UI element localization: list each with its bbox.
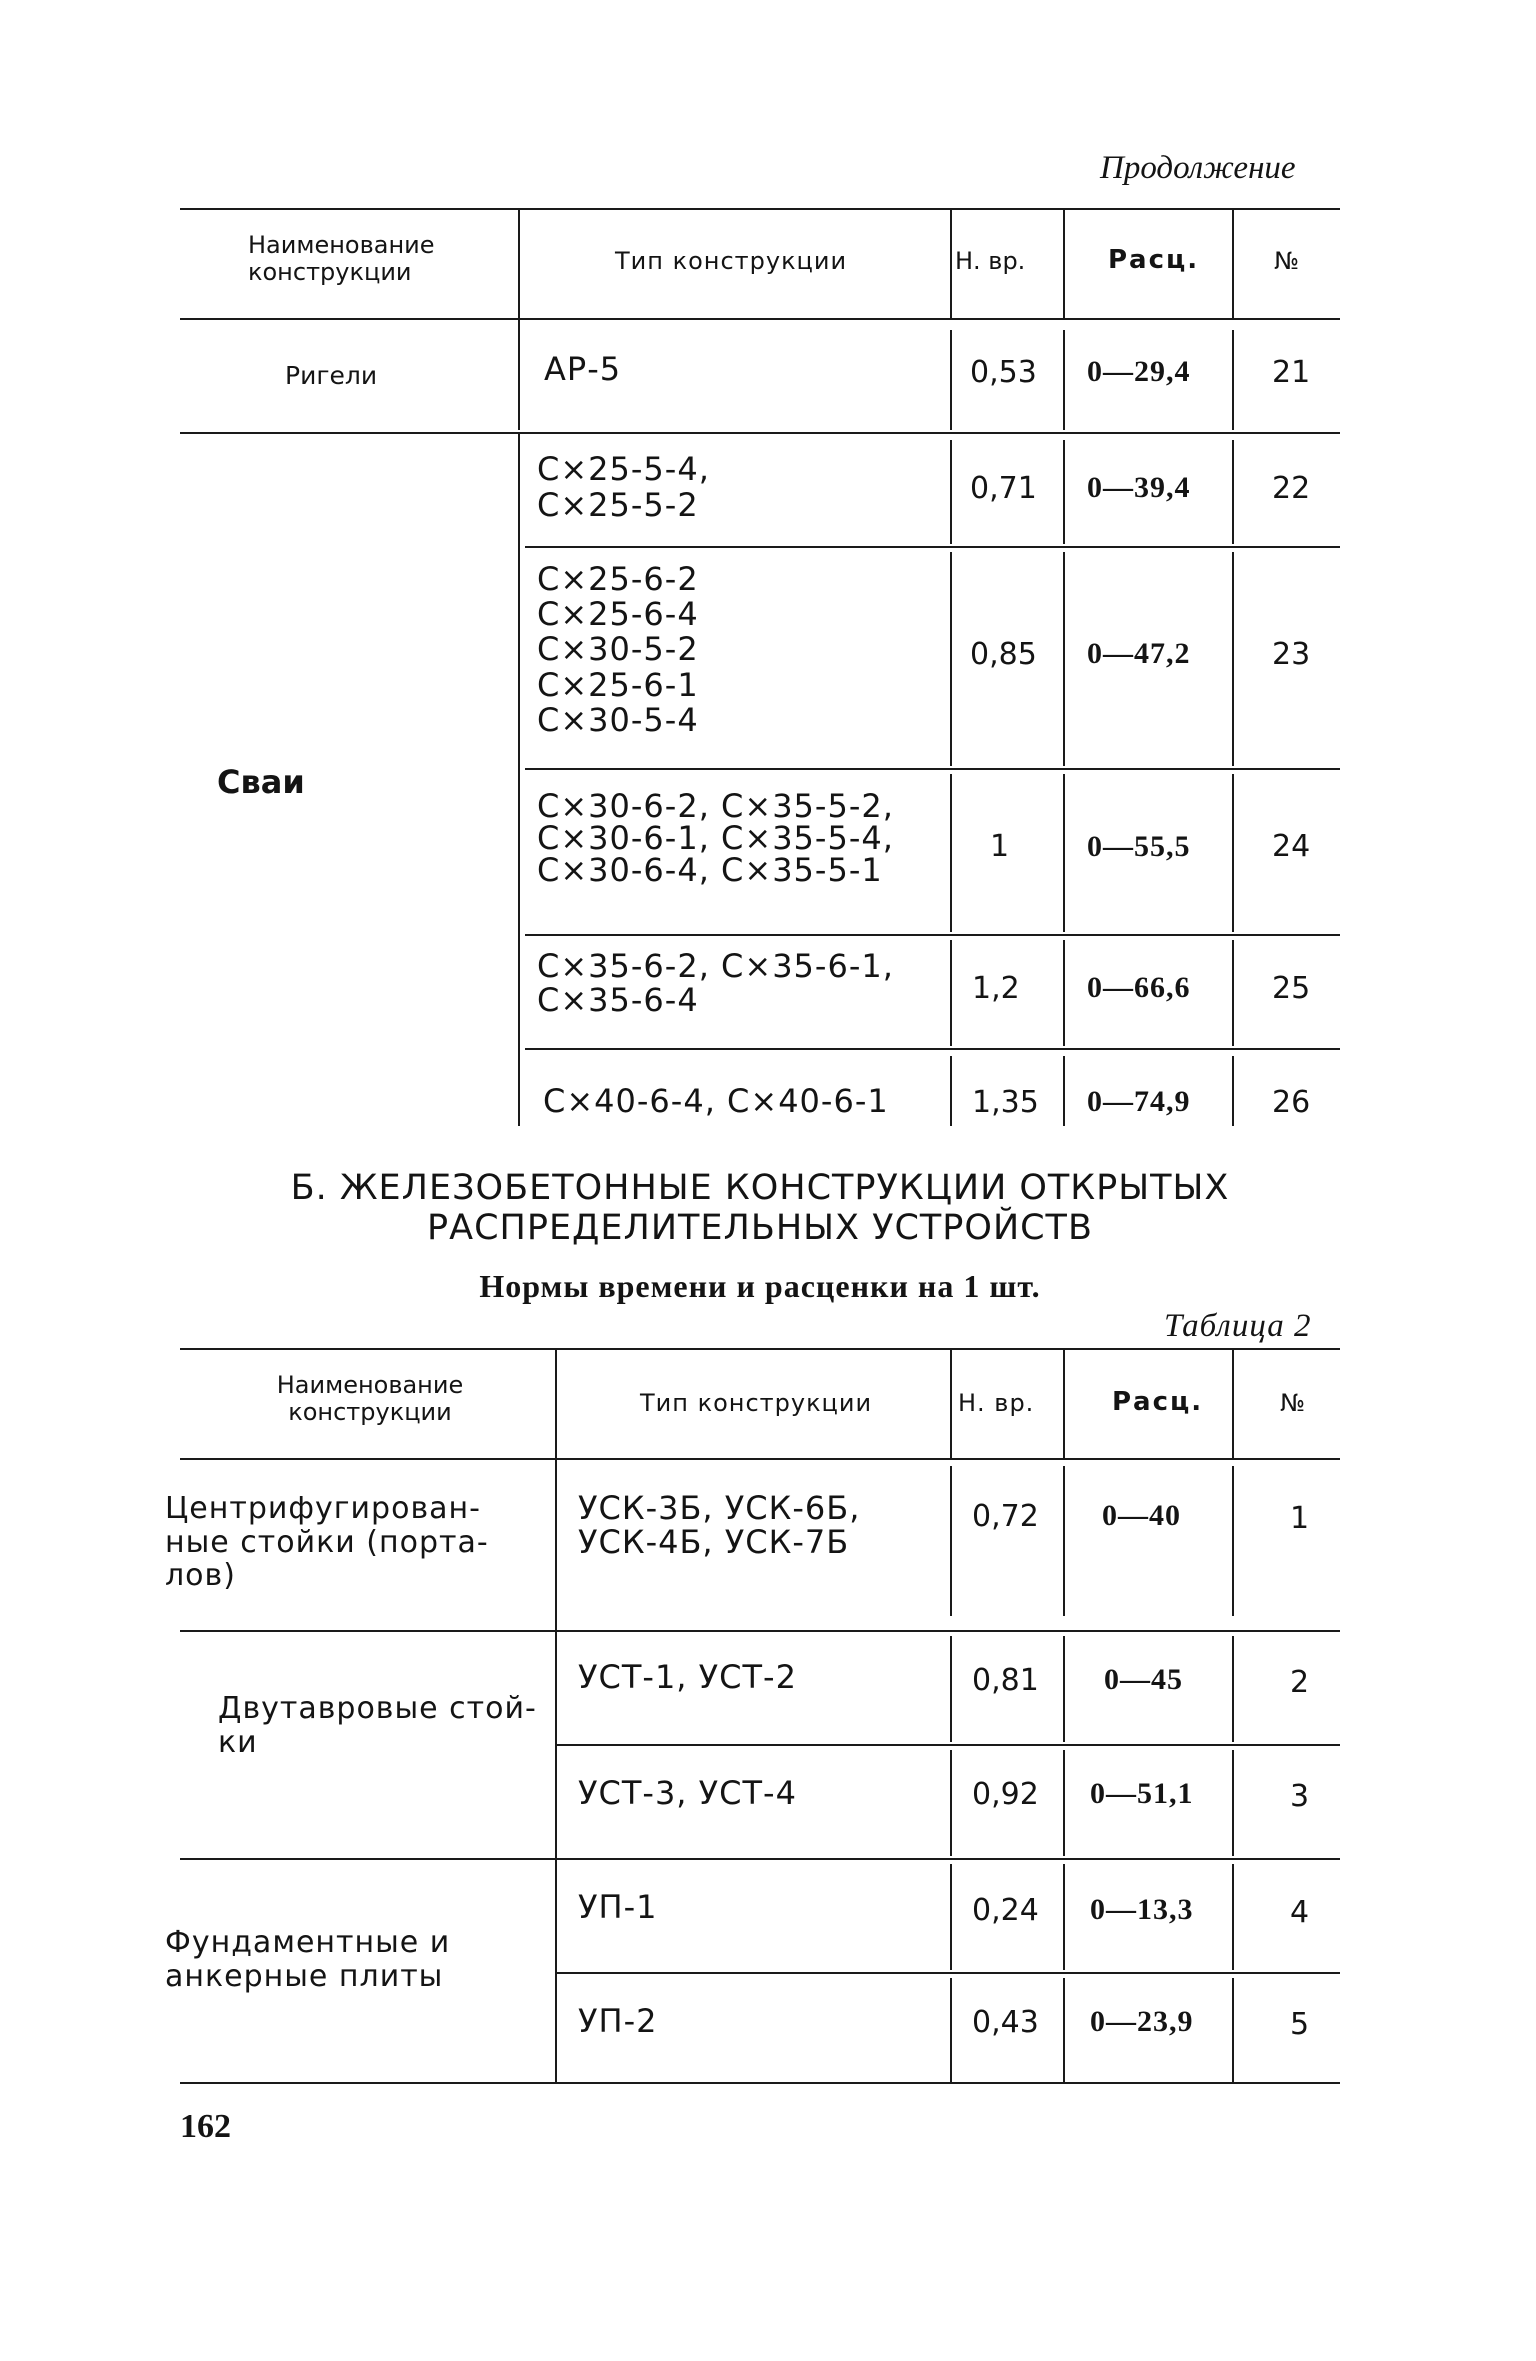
t2-row-num: 5 <box>1290 2007 1310 2042</box>
t2-row-hours: 0,81 <box>972 1663 1039 1698</box>
t1-header-hours: Н. вр. <box>955 247 1026 275</box>
t1-row-type: С×25-6-2 С×25-6-4 С×30-5-2 С×25-6-1 С×30-5-4 <box>537 560 699 739</box>
t2-row-name: Двутавровые стой- ки <box>218 1691 537 1760</box>
t1-header-num: № <box>1274 247 1299 275</box>
t2-row-hours: 0,43 <box>972 2005 1039 2040</box>
t1-row-hours: 0,71 <box>970 471 1037 506</box>
t2-row-num: 3 <box>1290 1779 1310 1814</box>
t1-row-hours: 1,2 <box>972 971 1020 1006</box>
t2-row-num: 1 <box>1290 1501 1310 1536</box>
t2-row-rate: 0—13,3 <box>1090 1893 1194 1926</box>
t1-row-type: С×35-6-2, С×35-6-1, С×35-6-4 <box>537 947 894 1019</box>
t2-row-rate: 0—40 <box>1102 1499 1181 1532</box>
t2-row-num: 4 <box>1290 1895 1310 1930</box>
t2-row-name: Центрифугирован- ные стойки (порта- лов) <box>165 1491 489 1594</box>
t1-row-rate: 0—29,4 <box>1087 355 1191 388</box>
t1-row-hours: 1,35 <box>972 1085 1039 1120</box>
t1-header-type: Тип конструкции <box>615 247 848 275</box>
t1-row-rate: 0—47,2 <box>1087 637 1191 670</box>
t2-row-hours: 0,92 <box>972 1777 1039 1812</box>
t1-row-num: 23 <box>1272 637 1311 672</box>
t2-row-rate: 0—23,9 <box>1090 2005 1194 2038</box>
t2-header-rate: Расц. <box>1112 1387 1204 1417</box>
t2-row-name: Фундаментные и анкерные плиты <box>165 1925 451 1994</box>
t2-row-type: УП-1 <box>578 1888 658 1926</box>
t1-row-name: Сваи <box>217 763 305 801</box>
t1-row-rate: 0—39,4 <box>1087 471 1191 504</box>
section-heading <box>180 1168 1340 1249</box>
t2-header-name: Наименование конструкции <box>276 1371 464 1426</box>
t1-row-hours: 0,85 <box>970 637 1037 672</box>
t1-row-num: 24 <box>1272 829 1311 864</box>
t1-row-num: 25 <box>1272 971 1311 1006</box>
t2-row-type: УП-2 <box>578 2002 658 2040</box>
t1-row-name: Ригели <box>285 361 378 390</box>
t1-row-type: С×25-5-4, С×25-5-2 <box>537 450 710 524</box>
t2-row-type: УСТ-3, УСТ-4 <box>578 1774 797 1812</box>
t1-row-num: 22 <box>1272 471 1311 506</box>
t1-header-name: Наименование конструкции <box>248 231 435 286</box>
t2-row-hours: 0,24 <box>972 1893 1039 1928</box>
t1-row-type: С×30-6-2, С×35-5-2, С×30-6-1, С×35-5-4, С×30-6-4, С×35-5-1 <box>537 787 894 889</box>
t1-row-num: 26 <box>1272 1085 1311 1120</box>
t2-row-hours: 0,72 <box>972 1499 1039 1534</box>
continuation-label: Продолжение <box>1100 150 1296 186</box>
section-heading-line-1: Б. ЖЕЛЕЗОБЕТОННЫЕ КОНСТРУКЦИИ ОТКРЫТЫХ <box>290 1168 1230 1208</box>
page-number: 162 <box>180 2108 231 2145</box>
t2-row-rate: 0—45 <box>1104 1663 1183 1696</box>
t2-header-type: Тип конструкции <box>640 1389 873 1417</box>
t2-header-num: № <box>1280 1389 1305 1417</box>
t1-row-type: АР-5 <box>544 350 622 388</box>
t2-header-hours: Н. вр. <box>958 1389 1035 1417</box>
t2-row-rate: 0—51,1 <box>1090 1777 1194 1810</box>
t1-row-hours: 1 <box>990 829 1010 864</box>
t2-row-type: УСК-3Б, УСК-6Б, УСК-4Б, УСК-7Б <box>578 1489 861 1561</box>
t1-row-hours: 0,53 <box>970 355 1037 390</box>
section-heading-line-2: РАСПРЕДЕЛИТЕЛЬНЫХ УСТРОЙСТВ <box>427 1208 1093 1249</box>
t1-row-rate: 0—55,5 <box>1087 830 1191 863</box>
section-subheading: Нормы времени и расценки на 1 шт. <box>479 1268 1041 1304</box>
t1-row-rate: 0—66,6 <box>1087 971 1191 1004</box>
t1-row-num: 21 <box>1272 355 1311 390</box>
t1-header-rate: Расц. <box>1108 245 1200 275</box>
t2-row-num: 2 <box>1290 1665 1310 1700</box>
t1-row-type: С×40-6-4, С×40-6-1 <box>543 1082 889 1120</box>
table-label: Таблица 2 <box>1164 1308 1312 1344</box>
t2-row-type: УСТ-1, УСТ-2 <box>578 1658 797 1696</box>
t1-row-rate: 0—74,9 <box>1087 1085 1191 1118</box>
